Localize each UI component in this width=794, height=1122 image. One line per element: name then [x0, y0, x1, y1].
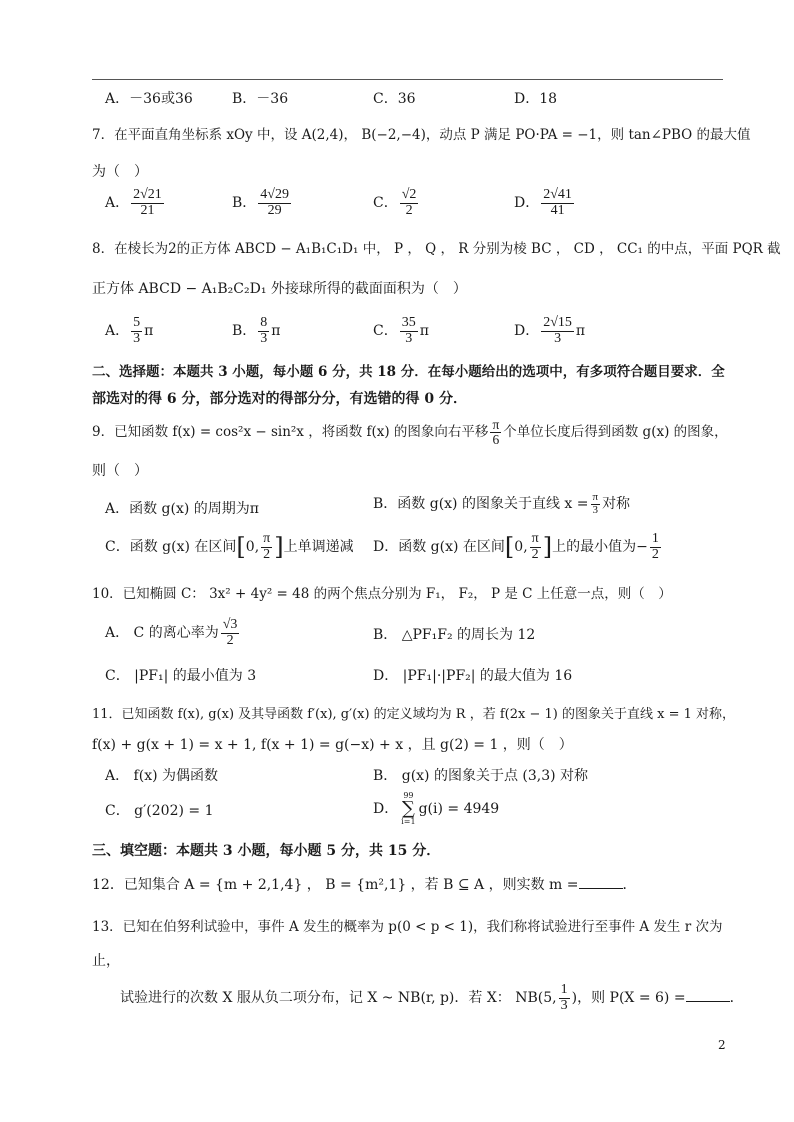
option-text: g(i) = 4949 — [418, 801, 500, 817]
q11-option-b: B． g(x) 的图象关于点 (3,3) 对称 — [373, 768, 589, 784]
numerator: √3 — [222, 617, 238, 632]
q7-option-c — [373, 188, 420, 218]
fraction — [221, 618, 240, 648]
q7-stem-line2: 为（ ） — [92, 164, 148, 180]
denominator: 21 — [140, 202, 155, 218]
pi-symbol: π — [144, 323, 154, 340]
q11-stem-line1: 11．已知函数 f(x), g(x) 及其导函数 f′(x), g′(x) 的定义域均为 R ，若 f(2x − 1) 的图象关于直线 x = 1 对称， — [92, 707, 735, 722]
q7-option-a — [105, 188, 166, 218]
left-bracket: [ — [236, 533, 246, 562]
numerator: 5 — [133, 315, 141, 330]
q9-stem-part: 9．已知函数 f(x) = cos²x − sin²x ，将函数 f(x) 的图象向右平移 — [92, 424, 489, 441]
q6-option-c — [373, 88, 416, 108]
fraction — [541, 188, 574, 218]
interval-start: 0, — [245, 539, 260, 556]
denominator: 3 — [260, 330, 268, 346]
option-label: D． — [373, 801, 399, 817]
q9-option-c — [105, 532, 354, 562]
q13-stem-line2: 止， — [92, 953, 120, 969]
option-text: 对称 — [602, 496, 631, 513]
section2-heading-line2: 部选对的得 6 分，部分选对的得部分分，有选错的得 0 分． — [92, 391, 467, 407]
q9-option-b — [373, 492, 630, 516]
q10-stem: 10．已知椭圆 C： 3x² + 4y² = 48 的两个焦点分别为 F₁， F₂， P 是 C 上任意一点，则（ ） — [92, 586, 672, 602]
answer-blank — [579, 876, 623, 889]
q8-stem-line1: 8．在棱长为2的正方体 ABCD − A₁B₁C₁D₁ 中， P ， Q ， R 分别为棱 BC ， CD ， CC₁ 的中点，平面 PQR 截 — [92, 241, 781, 257]
option-text: 上的最小值为− — [552, 539, 648, 556]
q12-text: ． — [622, 877, 637, 893]
q9-stem-line2: 则（ ） — [92, 463, 148, 479]
denominator: 2 — [226, 632, 234, 648]
answer-blank — [686, 989, 730, 1002]
q10-option-c: C． |PF₁| 的最小值为 3 — [105, 668, 257, 684]
section3-heading: 三、填空题：本题共 3 小题，每小题 5 分，共 15 分． — [92, 843, 441, 859]
option-text: 36 — [397, 91, 416, 107]
numerator: 1 — [651, 531, 659, 546]
denominator: 29 — [267, 202, 282, 218]
top-divider — [92, 79, 723, 80]
option-label: C． — [373, 323, 398, 340]
fraction — [530, 532, 541, 562]
option-text: －36或36 — [129, 91, 193, 107]
fraction — [400, 316, 418, 346]
option-label: B． — [232, 195, 257, 212]
interval-start: 0, — [514, 539, 528, 556]
option-label: A． — [105, 91, 130, 107]
left-bracket: [ — [504, 533, 515, 562]
option-text: 上单调递减 — [283, 539, 354, 556]
q11-stem-line2: f(x) + g(x + 1) = x + 1, f(x + 1) = g(−x) + x ，且 g(2) = 1 ，则（ ） — [92, 737, 573, 753]
q8-stem-line2: 正方体 ABCD − A₁B₂C₂D₁ 外接球所得的截面面积为（ ） — [92, 281, 467, 297]
pi-symbol: π — [271, 323, 281, 340]
denominator: 3 — [592, 503, 599, 516]
q6-option-b — [232, 88, 288, 108]
denominator: 3 — [560, 997, 568, 1013]
option-label: B． — [232, 323, 257, 340]
fraction — [261, 532, 272, 562]
q13-text: ． — [729, 990, 744, 1007]
q10-option-d: D． |PF₁|·|PF₂| 的最大值为 16 — [373, 668, 573, 684]
q13-stem-line1: 13．已知在伯努利试验中，事件 A 发生的概率为 p(0 < p < 1)，我们称将试验进行至事件 A 发生 r 次为 — [92, 919, 723, 935]
numerator: π — [263, 531, 271, 546]
option-text: 18 — [539, 91, 558, 107]
fraction — [258, 316, 269, 346]
numerator: √2 — [401, 187, 417, 202]
denominator: 3 — [554, 330, 562, 346]
numerator: 8 — [260, 315, 268, 330]
summation — [401, 792, 415, 826]
q7-option-b — [232, 188, 293, 218]
q10-option-a — [105, 618, 241, 648]
q12-text: 12．已知集合 A = {m + 2,1,4} ， B = {m²,1} ，若 B ⊆ A ，则实数 m = — [92, 877, 579, 893]
fraction — [400, 188, 419, 218]
sum-lower-limit: i=1 — [401, 817, 416, 826]
q13-text: 试验进行的次数 X 服从负二项分布，记 X ~ NB(r, p)．若 X： NB(5, — [120, 990, 557, 1007]
numerator: 2√15 — [543, 315, 572, 330]
q9-option-a: A．函数 g(x) 的周期为π — [105, 501, 259, 517]
q7-stem-line1: 7．在平面直角坐标系 xOy 中，设 A(2,4)， B(−2,−4)，动点 P 满足 PO·PA = −1，则 tan∠PBO 的最大值 — [92, 127, 751, 143]
denominator: 2 — [531, 546, 539, 562]
q6-option-a — [105, 88, 193, 108]
fraction — [559, 983, 570, 1013]
numerator: π — [492, 417, 500, 432]
q8-option-d — [514, 316, 585, 346]
option-label: C． — [373, 91, 398, 107]
numerator: 2√41 — [543, 187, 572, 202]
q11-option-a: A． f(x) 为偶函数 — [105, 768, 219, 784]
option-label: B． — [232, 91, 257, 107]
option-text: C．函数 g(x) 在区间 — [105, 539, 237, 556]
q7-option-d — [514, 188, 576, 218]
fraction — [258, 188, 291, 218]
q8-option-a — [105, 316, 153, 346]
option-text: A． C 的离心率为 — [105, 625, 219, 642]
denominator: 3 — [133, 330, 141, 346]
sum-upper-limit: 99 — [403, 791, 414, 800]
page-number: 2 — [718, 1038, 726, 1052]
q9-stem-part: 个单位长度后得到函数 g(x) 的图象， — [503, 424, 728, 441]
option-label: D． — [514, 91, 540, 107]
denominator: 2 — [651, 546, 659, 562]
q13-stem-line3 — [120, 983, 744, 1013]
numerator: 4√29 — [260, 187, 289, 202]
fraction — [490, 418, 501, 447]
option-label: C． — [373, 195, 398, 212]
option-label: A． — [105, 195, 130, 212]
denominator: 41 — [550, 202, 565, 218]
denominator: 2 — [263, 546, 271, 562]
denominator: 3 — [405, 330, 413, 346]
denominator: 6 — [492, 432, 500, 448]
fraction — [131, 316, 142, 346]
numerator: π — [592, 491, 599, 503]
fraction — [591, 492, 601, 516]
numerator: 35 — [401, 315, 416, 330]
q6-option-d — [514, 88, 557, 108]
section2-heading-line1: 二、选择题：本题共 3 小题，每小题 6 分，共 18 分．在每小题给出的选项中，有多项符合题目要求．全 — [92, 364, 725, 380]
q8-option-c — [373, 316, 429, 346]
option-text: B．函数 g(x) 的图象关于直线 x = — [373, 496, 589, 513]
q11-option-d — [373, 792, 499, 826]
option-label: D． — [514, 195, 540, 212]
q9-stem-line1 — [92, 418, 728, 447]
fraction — [650, 532, 661, 562]
numerator: π — [531, 531, 539, 546]
fraction — [131, 188, 164, 218]
pi-symbol: π — [419, 323, 429, 340]
sigma-symbol: ∑ — [401, 798, 415, 819]
denominator: 2 — [405, 202, 413, 218]
q13-text: )，则 P(X = 6) = — [571, 990, 686, 1007]
q9-option-d — [373, 532, 663, 562]
q8-option-b — [232, 316, 281, 346]
option-text: －36 — [256, 91, 289, 107]
numerator: 1 — [560, 982, 568, 997]
option-label: A． — [105, 323, 130, 340]
numerator: 2√21 — [133, 187, 162, 202]
right-bracket: ] — [542, 533, 553, 562]
option-label: D． — [514, 323, 540, 340]
q12-stem — [92, 874, 637, 894]
right-bracket: ] — [274, 533, 284, 562]
fraction — [541, 316, 574, 346]
q10-option-b: B． △PF₁F₂ 的周长为 12 — [373, 627, 536, 643]
pi-symbol: π — [575, 323, 586, 340]
option-text: D．函数 g(x) 在区间 — [373, 539, 505, 556]
q11-option-c: C． g′(202) = 1 — [105, 803, 214, 819]
